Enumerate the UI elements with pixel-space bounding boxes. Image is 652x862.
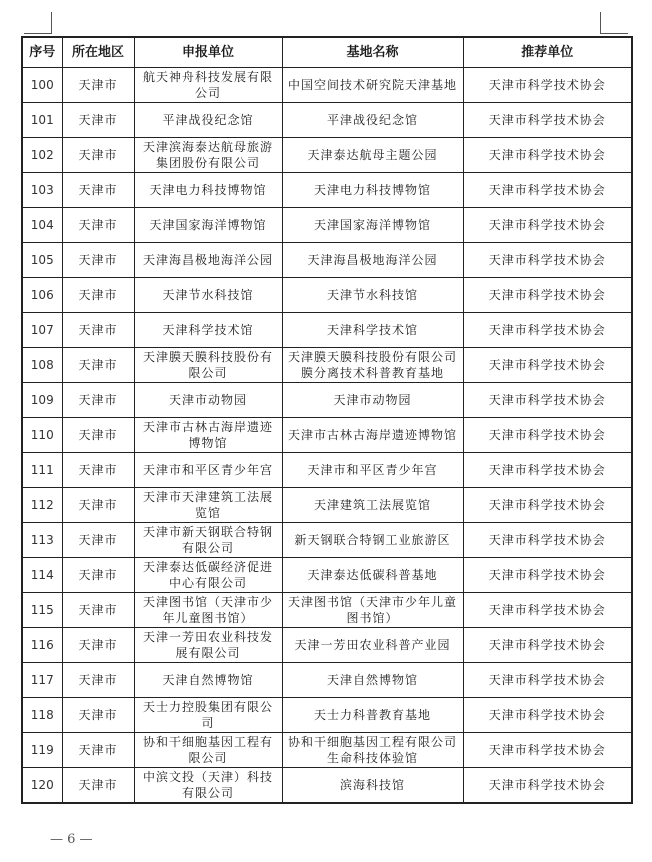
row-region: 天津市: [62, 313, 134, 348]
row-unit: 天津电力科技博物馆: [134, 173, 282, 208]
row-recommender: 天津市科学技术协会: [463, 593, 632, 628]
row-unit: 协和干细胞基因工程有限公司: [134, 733, 282, 768]
header-row: [22, 37, 632, 68]
row-no: 120: [22, 768, 62, 804]
row-no: 108: [22, 348, 62, 383]
table-row: [22, 453, 632, 488]
row-region: 天津市: [62, 593, 134, 628]
row-unit: 天津一芳田农业科技发展有限公司: [134, 628, 282, 663]
row-no: 104: [22, 208, 62, 243]
row-recommender: 天津市科学技术协会: [463, 138, 632, 173]
row-unit: 天津滨海泰达航母旅游集团股份有限公司: [134, 138, 282, 173]
row-region: 天津市: [62, 68, 134, 103]
table-row: [22, 628, 632, 663]
row-recommender: 天津市科学技术协会: [463, 418, 632, 453]
row-base: 天士力科普教育基地: [282, 698, 463, 733]
row-region: 天津市: [62, 383, 134, 418]
row-recommender: 天津市科学技术协会: [463, 488, 632, 523]
row-region: 天津市: [62, 278, 134, 313]
row-recommender: 天津市科学技术协会: [463, 453, 632, 488]
row-base: 天津图书馆（天津市少年儿童图书馆）: [282, 593, 463, 628]
row-recommender: 天津市科学技术协会: [463, 68, 632, 103]
row-no: 110: [22, 418, 62, 453]
row-no: 118: [22, 698, 62, 733]
table-row: [22, 663, 632, 698]
row-recommender: 天津市科学技术协会: [463, 173, 632, 208]
table-row: [22, 558, 632, 593]
row-base: 天津国家海洋博物馆: [282, 208, 463, 243]
header-no: 序号: [22, 37, 62, 68]
row-base: 天津泰达航母主题公园: [282, 138, 463, 173]
row-recommender: 天津市科学技术协会: [463, 383, 632, 418]
table-row: [22, 593, 632, 628]
row-no: 101: [22, 103, 62, 138]
row-recommender: 天津市科学技术协会: [463, 698, 632, 733]
table-row: [22, 733, 632, 768]
row-no: 117: [22, 663, 62, 698]
row-base: 滨海科技馆: [282, 768, 463, 804]
row-recommender: 天津市科学技术协会: [463, 208, 632, 243]
crop-mark-right: [600, 12, 601, 34]
row-unit: 天津自然博物馆: [134, 663, 282, 698]
row-unit: 天津市新天钢联合特钢有限公司: [134, 523, 282, 558]
row-unit: 天士力控股集团有限公司: [134, 698, 282, 733]
table-row: [22, 348, 632, 383]
row-no: 100: [22, 68, 62, 103]
row-no: 112: [22, 488, 62, 523]
row-region: 天津市: [62, 418, 134, 453]
row-base: 天津膜天膜科技股份有限公司膜分离技术科普教育基地: [282, 348, 463, 383]
row-base: 天津市动物园: [282, 383, 463, 418]
row-unit: 天津市天津建筑工法展览馆: [134, 488, 282, 523]
row-region: 天津市: [62, 523, 134, 558]
table-body: [22, 68, 632, 804]
row-region: 天津市: [62, 173, 134, 208]
table-row: [22, 523, 632, 558]
row-no: 107: [22, 313, 62, 348]
row-base: 中国空间技术研究院天津基地: [282, 68, 463, 103]
row-region: 天津市: [62, 698, 134, 733]
row-unit: 天津国家海洋博物馆: [134, 208, 282, 243]
row-no: 102: [22, 138, 62, 173]
row-unit: 天津市和平区青少年宫: [134, 453, 282, 488]
row-region: 天津市: [62, 103, 134, 138]
row-region: 天津市: [62, 768, 134, 804]
row-base: 天津海昌极地海洋公园: [282, 243, 463, 278]
base-list-table: [21, 36, 633, 804]
row-no: 105: [22, 243, 62, 278]
crop-mark-left-horizontal: [24, 33, 52, 34]
row-no: 114: [22, 558, 62, 593]
row-no: 116: [22, 628, 62, 663]
row-unit: 天津科学技术馆: [134, 313, 282, 348]
row-unit: 天津膜天膜科技股份有限公司: [134, 348, 282, 383]
crop-mark-right-horizontal: [600, 33, 628, 34]
row-recommender: 天津市科学技术协会: [463, 523, 632, 558]
table-row: [22, 208, 632, 243]
row-recommender: 天津市科学技术协会: [463, 278, 632, 313]
row-base: 协和干细胞基因工程有限公司生命科技体验馆: [282, 733, 463, 768]
crop-mark-left: [51, 12, 52, 34]
table-row: [22, 698, 632, 733]
row-unit: 天津节水科技馆: [134, 278, 282, 313]
row-unit: 天津海昌极地海洋公园: [134, 243, 282, 278]
row-region: 天津市: [62, 208, 134, 243]
row-region: 天津市: [62, 663, 134, 698]
row-region: 天津市: [62, 138, 134, 173]
row-no: 106: [22, 278, 62, 313]
table-row: [22, 313, 632, 348]
row-recommender: 天津市科学技术协会: [463, 313, 632, 348]
row-base: 天津市古林古海岸遗迹博物馆: [282, 418, 463, 453]
table-row: [22, 138, 632, 173]
row-unit: 平津战役纪念馆: [134, 103, 282, 138]
header-base: 基地名称: [282, 37, 463, 68]
table-row: [22, 278, 632, 313]
row-region: 天津市: [62, 488, 134, 523]
row-unit: 中滨文投（天津）科技有限公司: [134, 768, 282, 804]
row-base: 天津自然博物馆: [282, 663, 463, 698]
table-row: [22, 243, 632, 278]
header-unit: 申报单位: [134, 37, 282, 68]
row-base: 新天钢联合特钢工业旅游区: [282, 523, 463, 558]
row-unit: 航天神舟科技发展有限公司: [134, 68, 282, 103]
row-recommender: 天津市科学技术协会: [463, 348, 632, 383]
row-recommender: 天津市科学技术协会: [463, 663, 632, 698]
row-base: 天津泰达低碳科普基地: [282, 558, 463, 593]
row-recommender: 天津市科学技术协会: [463, 243, 632, 278]
row-base: 天津电力科技博物馆: [282, 173, 463, 208]
row-unit: 天津图书馆（天津市少年儿童图书馆）: [134, 593, 282, 628]
row-base: 天津节水科技馆: [282, 278, 463, 313]
row-recommender: 天津市科学技术协会: [463, 733, 632, 768]
row-base: 天津市和平区青少年宫: [282, 453, 463, 488]
table-row: [22, 768, 632, 804]
row-base: 天津建筑工法展览馆: [282, 488, 463, 523]
table-row: [22, 488, 632, 523]
row-base: 平津战役纪念馆: [282, 103, 463, 138]
table-row: [22, 68, 632, 103]
row-recommender: 天津市科学技术协会: [463, 628, 632, 663]
row-unit: 天津泰达低碳经济促进中心有限公司: [134, 558, 282, 593]
row-unit: 天津市古林古海岸遗迹博物馆: [134, 418, 282, 453]
header-recommender: 推荐单位: [463, 37, 632, 68]
table-row: [22, 103, 632, 138]
row-region: 天津市: [62, 348, 134, 383]
header-region: 所在地区: [62, 37, 134, 68]
table-row: [22, 173, 632, 208]
row-region: 天津市: [62, 733, 134, 768]
row-base: 天津科学技术馆: [282, 313, 463, 348]
row-no: 115: [22, 593, 62, 628]
row-region: 天津市: [62, 558, 134, 593]
row-no: 109: [22, 383, 62, 418]
row-region: 天津市: [62, 628, 134, 663]
row-no: 119: [22, 733, 62, 768]
row-recommender: 天津市科学技术协会: [463, 558, 632, 593]
row-unit: 天津市动物园: [134, 383, 282, 418]
page-number: — 6 —: [50, 832, 93, 847]
row-region: 天津市: [62, 453, 134, 488]
row-no: 113: [22, 523, 62, 558]
row-base: 天津一芳田农业科普产业园: [282, 628, 463, 663]
row-no: 111: [22, 453, 62, 488]
table-row: [22, 383, 632, 418]
table-header: [22, 37, 632, 68]
row-recommender: 天津市科学技术协会: [463, 103, 632, 138]
table-row: [22, 418, 632, 453]
row-no: 103: [22, 173, 62, 208]
row-recommender: 天津市科学技术协会: [463, 768, 632, 804]
row-region: 天津市: [62, 243, 134, 278]
